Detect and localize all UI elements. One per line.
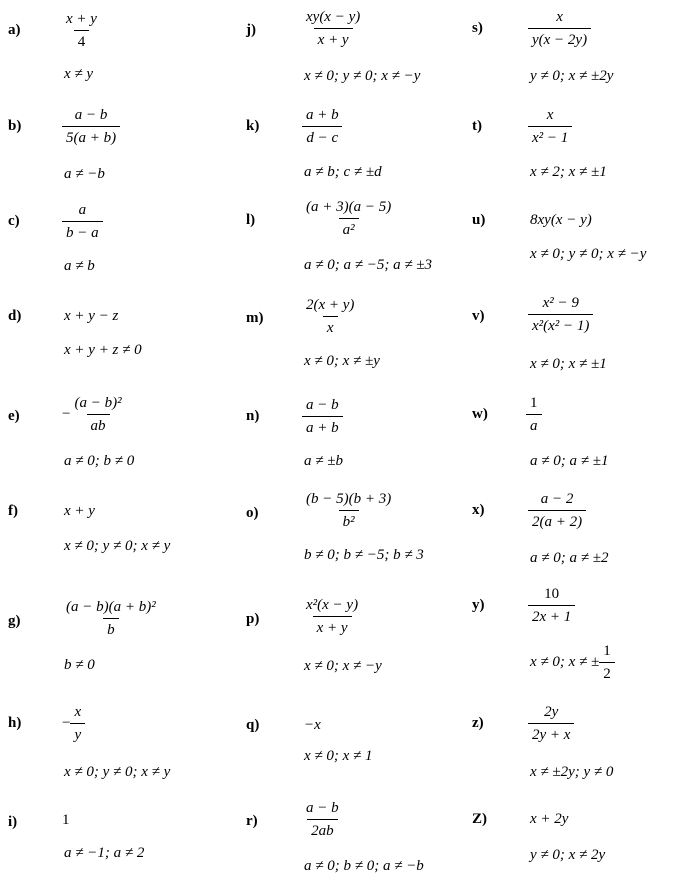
expression: $\frac{(a + 3)(a - 5)}{\text{a²}}$: [306, 199, 392, 238]
condition: x ≠ 0; x ≠ ±1: [530, 356, 607, 372]
condition: y ≠ 0; x ≠ 2y: [530, 847, 606, 863]
expression: $\frac{xy(x - y)}{x + y}$: [306, 9, 361, 48]
problem-label: u): [472, 212, 486, 228]
condition: b ≠ 0; b ≠ −5; b ≠ 3: [304, 547, 424, 563]
problem-label: f): [8, 503, 18, 519]
problem-label: i): [8, 814, 18, 830]
condition: x ≠ ±2y; y ≠ 0: [530, 764, 614, 780]
condition: a ≠ ±b: [304, 453, 343, 469]
problem-label: m): [246, 310, 264, 326]
problem-label: p): [246, 611, 260, 627]
problem-label: s): [472, 20, 483, 36]
problem-label: c): [8, 213, 20, 229]
condition: a ≠ −b: [64, 166, 105, 182]
condition: a ≠ 0; b ≠ 0: [64, 453, 135, 469]
expression: x + y − z: [64, 308, 119, 324]
problem-label: h): [8, 715, 22, 731]
condition: a ≠ 0; b ≠ 0; a ≠ −b: [304, 858, 424, 874]
expression: $\frac{\text{(a − b)(a + b)²}}{b}$: [66, 599, 156, 638]
expression: 1: [62, 812, 70, 828]
condition: a ≠ −1; a ≠ 2: [64, 845, 145, 861]
problem-label: l): [246, 212, 256, 228]
expression: $\frac{\text{x²(x − y)}}{x + y}$: [306, 597, 359, 636]
condition: x ≠ 0; x ≠ 1: [304, 748, 373, 764]
condition: y ≠ 0; x ≠ ±2y: [530, 68, 614, 84]
problem-label: y): [472, 597, 485, 613]
condition: a ≠ b; c ≠ ±d: [304, 164, 382, 180]
expression: x + y: [64, 503, 95, 519]
condition: x + y + z ≠ 0: [64, 342, 142, 358]
condition: x ≠ 0; x ≠ −y: [304, 658, 382, 674]
problem-label: j): [246, 22, 256, 38]
condition: x ≠ 2; x ≠ ±1: [530, 164, 607, 180]
condition: x ≠ 0; x ≠ ± $\frac{1}{2}$: [530, 642, 615, 683]
problem-label: z): [472, 715, 484, 731]
expression: −x: [304, 717, 321, 733]
expression: $\frac{10}{2x + 1}$: [528, 585, 575, 626]
problem-label: e): [8, 408, 20, 424]
problem-label: b): [8, 118, 22, 134]
expression: $\frac{x}{\text{x² − 1}}$: [528, 106, 572, 147]
expression: $\frac{\text{x² − 9}}{\text{x²(x² − 1)}}$: [528, 294, 593, 335]
condition: b ≠ 0: [64, 657, 95, 673]
problem-label: x): [472, 502, 485, 518]
condition: x ≠ y: [64, 66, 94, 82]
expression: $\frac{a - b}{a + b}$: [302, 396, 343, 437]
expression: $\frac{a}{b - a}$: [62, 201, 103, 242]
expression: $\frac{(b - 5)(b + 3)}{\text{b²}}$: [306, 491, 392, 530]
expression: $\frac{x}{y(x - 2y)}$: [528, 8, 591, 49]
condition: a ≠ b: [64, 258, 95, 274]
expression: $\frac{2y}{2y + x}$: [528, 703, 574, 744]
problem-label: v): [472, 308, 485, 324]
expression: x + 2y: [530, 811, 569, 827]
problem-label: w): [472, 406, 488, 422]
expression: 8xy(x − y): [530, 212, 592, 228]
condition: x ≠ 0; y ≠ 0; x ≠ y: [64, 538, 171, 554]
expression: − $\frac{\text{(a − b)²}}{ab}$: [62, 395, 122, 434]
expression: $\frac{1}{a}$: [526, 394, 542, 435]
problem-label: Z): [472, 811, 487, 827]
expression: $\frac{a - b}{2ab}$: [306, 800, 339, 839]
condition: a ≠ 0; a ≠ −5; a ≠ ±3: [304, 257, 433, 273]
expression: $\frac{x + y}{4}$: [66, 11, 97, 50]
expression: $\frac{a - 2}{2(a + 2)}$: [528, 490, 586, 531]
problem-label: t): [472, 118, 482, 134]
problem-label: o): [246, 505, 259, 521]
condition: x ≠ 0; y ≠ 0; x ≠ −y: [304, 68, 421, 84]
condition: a ≠ 0; a ≠ ±2: [530, 550, 609, 566]
problem-label: k): [246, 118, 260, 134]
problem-label: g): [8, 613, 21, 629]
expression: $\frac{a - b}{5(a + b)}$: [62, 106, 120, 147]
expression: − $\frac{x}{y}$: [62, 703, 85, 744]
problem-label: r): [246, 813, 258, 829]
condition: x ≠ 0; x ≠ ±y: [304, 353, 380, 369]
condition: a ≠ 0; a ≠ ±1: [530, 453, 609, 469]
expression: $\frac{2(x + y)}{x}$: [306, 297, 355, 336]
problem-label: q): [246, 717, 260, 733]
condition: x ≠ 0; y ≠ 0; x ≠ −y: [530, 246, 647, 262]
condition: x ≠ 0; y ≠ 0; x ≠ y: [64, 764, 171, 780]
expression: $\frac{a + b}{d - c}$: [302, 106, 343, 147]
problem-label: n): [246, 408, 260, 424]
problem-label: d): [8, 308, 22, 324]
problem-label: a): [8, 22, 21, 38]
